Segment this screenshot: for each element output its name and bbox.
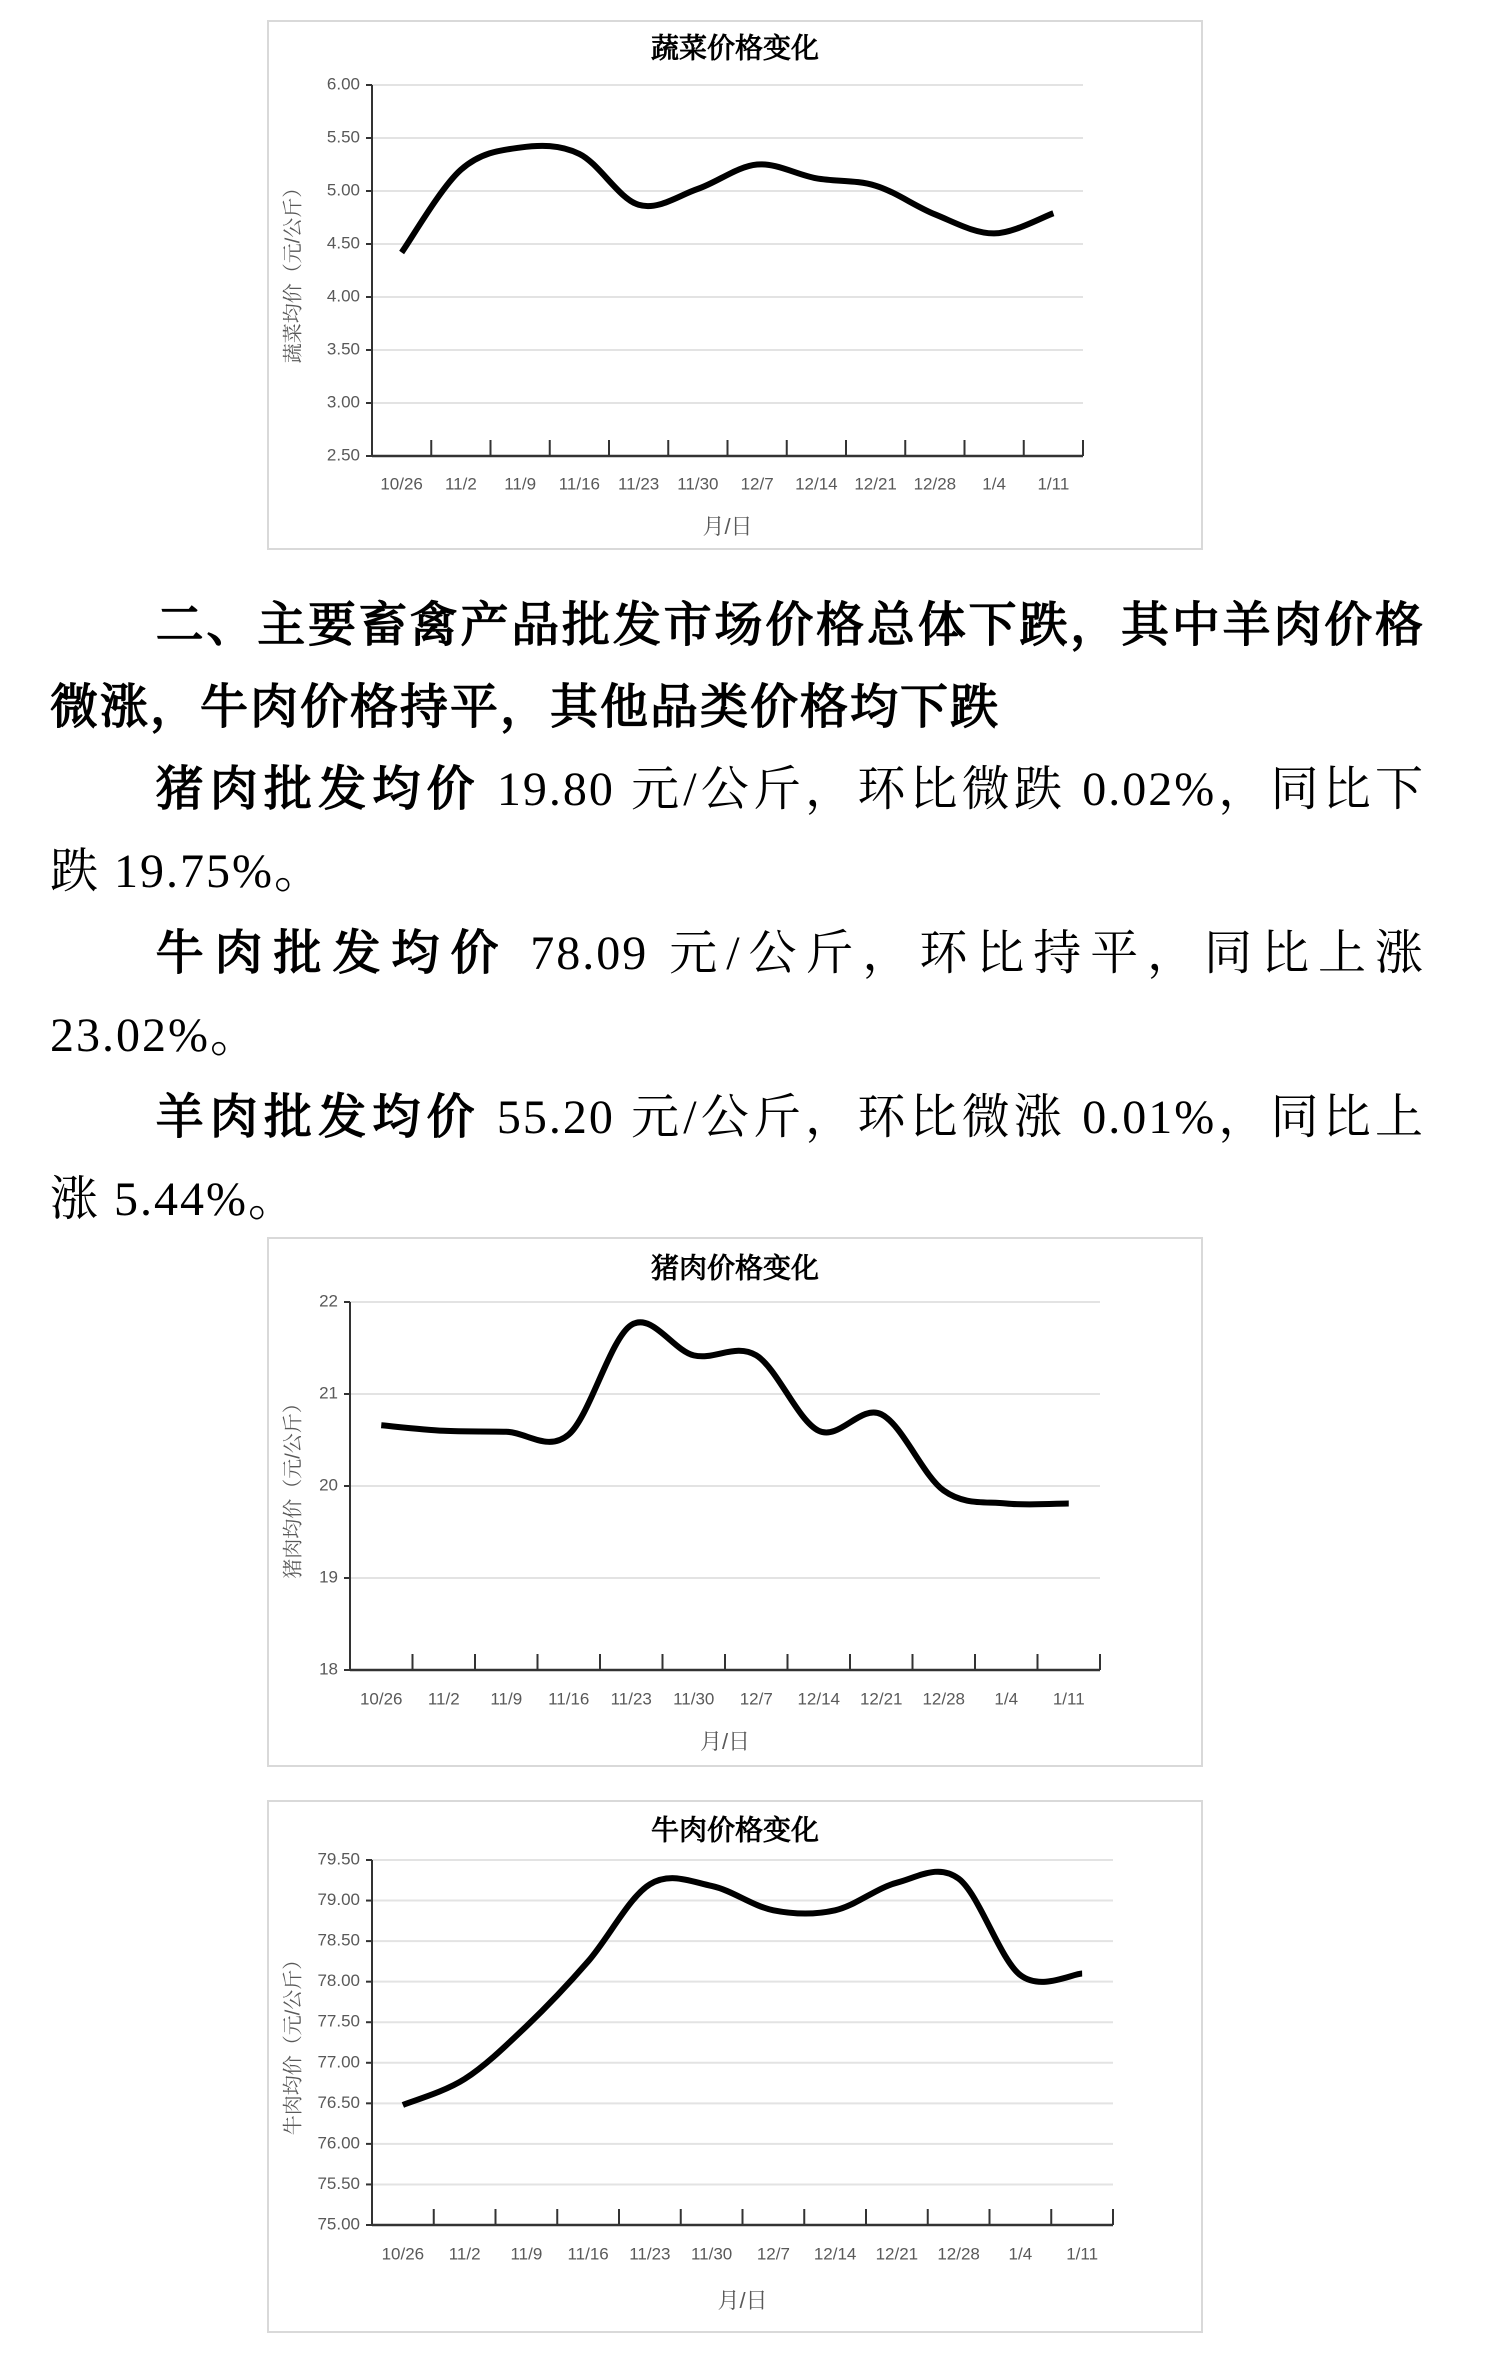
x-tick-label: 11/23 (629, 2244, 671, 2264)
x-tick-label: 11/23 (617, 474, 660, 494)
y-tick-label: 18 (319, 1659, 338, 1679)
y-tick-label: 5.50 (326, 127, 360, 147)
x-tick-label: 11/16 (548, 1689, 590, 1709)
y-tick-label: 4.50 (326, 233, 360, 253)
x-tick-label: 12/14 (813, 2244, 857, 2264)
x-tick-label: 11/16 (558, 474, 601, 494)
section-heading: 二、主要畜禽产品批发市场价格总体下跌，其中羊肉价格微涨，牛肉价格持平，其他品类价格均下跌 (50, 599, 1425, 734)
x-tick-label: 12/14 (795, 474, 838, 494)
x-tick-label: 11/9 (490, 1689, 523, 1709)
chart-svg (267, 1237, 1203, 1767)
vegetable-price-chart (267, 20, 1203, 550)
beef-body: 78.09 元/公斤，环比持平，同比上涨 23.02%。 (50, 927, 1425, 1062)
y-tick-label: 5.00 (326, 180, 360, 200)
chart-title: 牛肉价格变化 (650, 1814, 820, 1846)
pork-price-chart (267, 1237, 1203, 1767)
y-tick-label: 78.50 (317, 1930, 360, 1950)
x-tick-label: 12/14 (797, 1689, 841, 1709)
chart-title: 蔬菜价格变化 (650, 32, 820, 64)
y-axis-label: 猪肉均价（元/公斤） (282, 1393, 305, 1579)
mutton-lead: 羊肉批发均价 (155, 1091, 481, 1144)
y-tick-label: 22 (319, 1291, 338, 1311)
price-series-line (403, 1872, 1082, 2105)
y-axis-label: 蔬菜均价（元/公斤） (282, 177, 305, 364)
pork-paragraph (50, 749, 1425, 913)
article-text (50, 585, 1425, 1241)
beef-lead: 牛肉批发均价 (155, 927, 510, 980)
y-tick-label: 2.50 (326, 445, 360, 465)
x-tick-label: 11/9 (504, 474, 537, 494)
x-tick-label: 11/2 (448, 2244, 481, 2264)
mutton-paragraph (50, 1077, 1425, 1241)
y-tick-label: 3.00 (326, 392, 360, 412)
x-tick-label: 12/7 (756, 2244, 790, 2264)
y-tick-label: 76.00 (317, 2133, 360, 2153)
price-series-line (381, 1322, 1069, 1504)
x-tick-label: 10/26 (381, 2244, 425, 2264)
y-tick-label: 6.00 (326, 74, 360, 94)
x-tick-label: 12/28 (937, 2244, 980, 2264)
y-tick-label: 79.00 (317, 1890, 360, 1910)
x-tick-label: 11/2 (427, 1689, 460, 1709)
x-tick-label: 12/28 (922, 1689, 966, 1709)
chart-title: 猪肉价格变化 (650, 1252, 820, 1284)
y-axis-label: 牛肉均价（元/公斤） (282, 1949, 305, 2136)
x-axis-label: 月/日 (699, 1728, 751, 1754)
y-tick-label: 79.50 (317, 1849, 360, 1869)
pork-body: 19.80 元/公斤，环比微跌 0.02%，同比下跌 19.75%。 (50, 763, 1425, 898)
x-tick-label: 11/16 (567, 2244, 609, 2264)
y-tick-label: 75.50 (317, 2173, 360, 2193)
beef-paragraph (50, 913, 1425, 1077)
y-tick-label: 20 (319, 1475, 338, 1495)
x-tick-label: 11/23 (610, 1689, 652, 1709)
x-tick-label: 11/2 (444, 474, 477, 494)
x-tick-label: 12/21 (859, 1689, 903, 1709)
x-tick-label: 11/30 (690, 2244, 733, 2264)
x-axis-label: 月/日 (717, 2287, 768, 2313)
beef-price-chart (267, 1800, 1203, 2333)
x-tick-label: 12/28 (913, 474, 957, 494)
x-tick-label: 10/26 (380, 474, 423, 494)
x-tick-label: 11/9 (510, 2244, 543, 2264)
chart-svg (267, 20, 1203, 550)
x-tick-label: 11/30 (677, 474, 719, 494)
x-tick-label: 1/4 (994, 1689, 1019, 1709)
price-series-line (402, 146, 1054, 253)
x-tick-label: 1/11 (1037, 474, 1070, 494)
y-tick-label: 77.50 (317, 2011, 360, 2031)
x-tick-label: 12/21 (875, 2244, 919, 2264)
x-tick-label: 1/4 (982, 474, 1006, 494)
y-tick-label: 4.00 (326, 286, 360, 306)
pork-lead: 猪肉批发均价 (155, 763, 481, 816)
x-tick-label: 1/4 (1008, 2244, 1033, 2264)
y-tick-label: 19 (319, 1567, 338, 1587)
x-tick-label: 10/26 (359, 1689, 403, 1709)
y-tick-label: 3.50 (326, 339, 360, 359)
y-tick-label: 75.00 (317, 2214, 360, 2234)
y-tick-label: 77.00 (317, 2052, 360, 2072)
x-tick-label: 12/7 (740, 474, 774, 494)
x-axis-label: 月/日 (702, 513, 753, 539)
x-tick-label: 12/21 (854, 474, 897, 494)
x-tick-label: 1/11 (1066, 2244, 1099, 2264)
y-tick-label: 76.50 (317, 2092, 360, 2112)
x-tick-label: 12/7 (739, 1689, 773, 1709)
mutton-body: 55.20 元/公斤，环比微涨 0.01%，同比上涨 5.44%。 (50, 1091, 1425, 1226)
x-tick-label: 11/30 (673, 1689, 715, 1709)
chart-svg (267, 1800, 1203, 2333)
y-tick-label: 21 (319, 1383, 338, 1403)
x-tick-label: 1/11 (1052, 1689, 1085, 1709)
y-tick-label: 78.00 (317, 1971, 360, 1991)
